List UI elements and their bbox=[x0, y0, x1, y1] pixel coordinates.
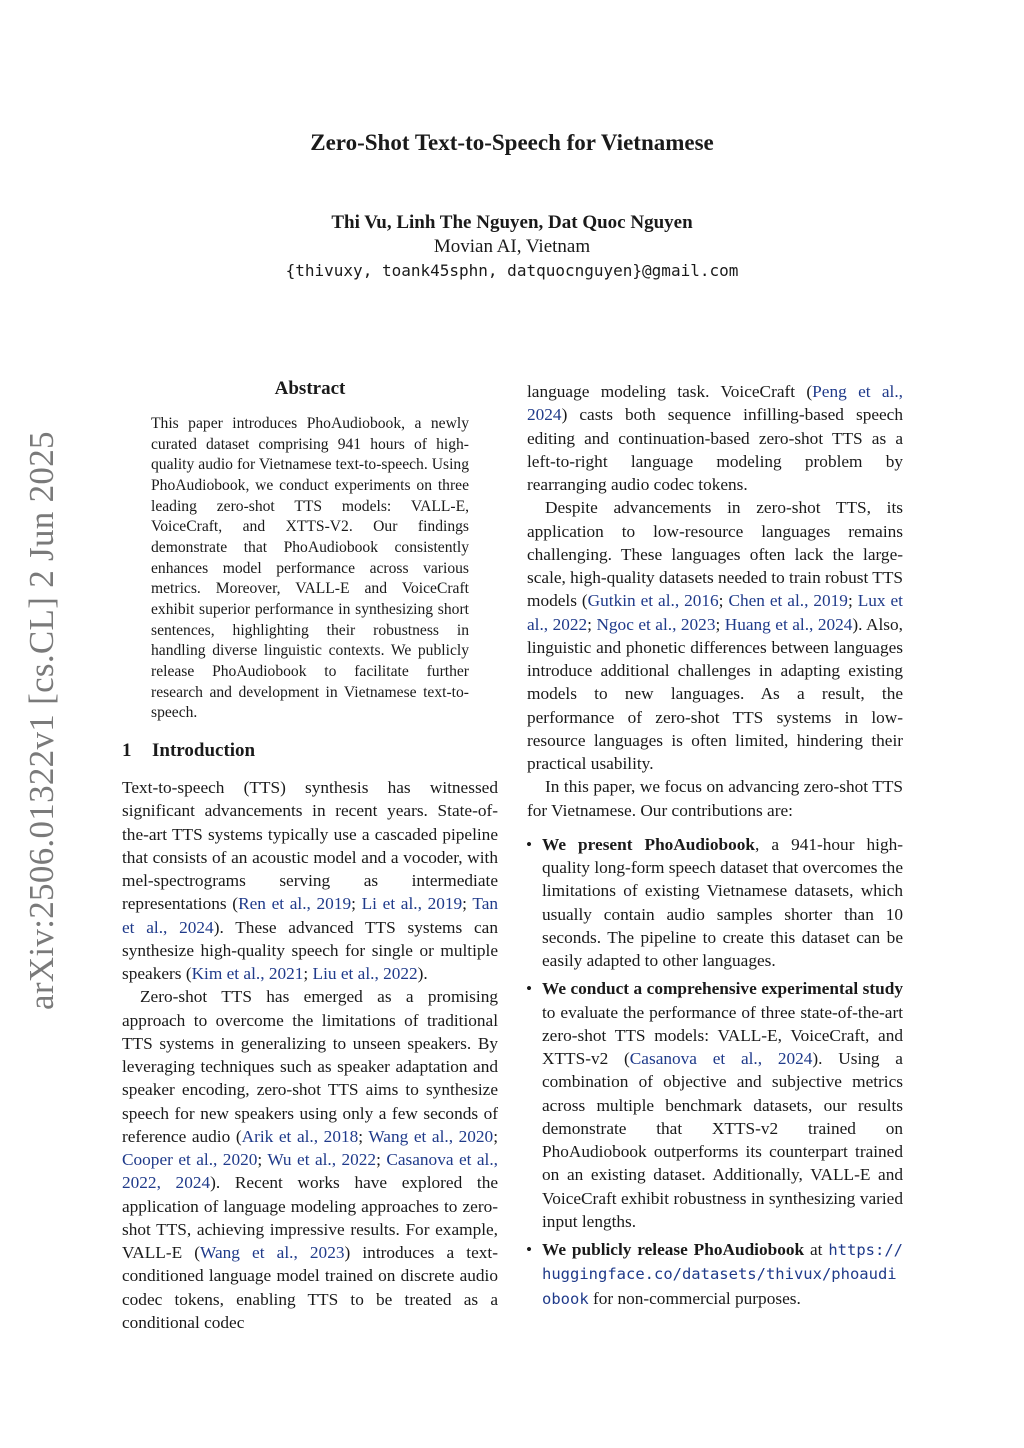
citation-link[interactable]: Cooper et al., 2020 bbox=[122, 1150, 258, 1169]
citation-link[interactable]: Ngoc et al., 2023 bbox=[596, 614, 716, 634]
citation-link[interactable]: Lux et al., 2022 bbox=[527, 591, 903, 634]
citation-link[interactable]: Wu et al., 2022 bbox=[267, 1150, 377, 1169]
left-column bbox=[122, 776, 498, 1334]
citation-link[interactable]: Casanova et al., 2022, 2024 bbox=[122, 1150, 498, 1193]
citation-link[interactable]: Kim et al., 2021 bbox=[191, 964, 304, 983]
citation-link[interactable]: Ren et al., 2019 bbox=[238, 894, 352, 914]
arxiv-sidebar-stamp: arXiv:2506.01322v1 [cs.CL] 2 Jun 2025 bbox=[22, 431, 61, 1010]
citation-link[interactable]: Wang et al., 2020 bbox=[368, 1126, 494, 1146]
list-item: • We publicly release PhoAudiobook at https://huggingface.co/datasets/thivux/phoaudiobook for non-commercial purposes. bbox=[527, 1238, 903, 1311]
citation-link[interactable]: Casanova et al., 2024 bbox=[629, 1049, 813, 1068]
citation-link[interactable]: Arik et al., 2018 bbox=[241, 1126, 359, 1146]
section-heading-introduction bbox=[122, 740, 255, 762]
list-item: • We present PhoAudiobook, a 941-hour high-quality long-form speech dataset that overcomes the limitations of existing Vietnamese datasets, which usually contain audio samples shorter than 10 seconds. The pipeline to create this dataset can be easily adapted to other languages. bbox=[527, 833, 903, 973]
paper-title: Zero-Shot Text-to-Speech for Vietnamese bbox=[310, 130, 714, 155]
author-emails: {thivuxy, toank45sphn, datquocnguyen}@gmail.com bbox=[285, 261, 739, 280]
section-title: Introduction bbox=[152, 740, 256, 761]
intro-paragraph-3: language modeling task. VoiceCraft (Peng et al., 2024) casts both sequence infilling-based speech editing and continuation-based zero-shot TTS as a left-to-right language modeling problem by rearranging audio codec tokens. bbox=[527, 382, 904, 494]
contribution-list bbox=[527, 833, 903, 1311]
intro-paragraph-2: Zero-shot TTS has emerged as a promising approach to overcome the limitations of traditional TTS systems in generalizing to unseen speakers. By leveraging techniques such as speaker adaptation and speaker encoding, zero-shot TTS aims to synthesize speech for new speakers using only a few seconds of reference audio (Arik et al., 2018; Wang et al., 2020; Cooper et al., 2020; Wu et al., 2022; Casanova et al., 2022, 2024). Recent works have explored the application of language modeling approaches to zero-shot TTS, achieving impressive results. For example, VALL-E (Wang et al., 2023) introduces a text-conditioned language model trained on discrete audio codec tokens, enabling TTS to be treated as a conditional codec bbox=[122, 987, 498, 1332]
dataset-url-link[interactable]: https://huggingface.co/datasets/thivux/phoaudiobook bbox=[542, 1241, 903, 1308]
citation-link[interactable]: Gutkin et al., 2016 bbox=[587, 591, 719, 611]
intro-paragraph-1: Text-to-speech (TTS) synthesis has witnessed significant advancements in recent years. State-of-the-art TTS systems typically use a cascaded pipeline that consists of an acoustic model and a vocoder, with mel-spectrograms serving as intermediate representations (Ren et al., 2019; Li et al., 2019; Tan et al., 2024). These advanced TTS systems can synthesize high-quality speech for single or multiple speakers (Kim et al., 2021; Liu et al., 2022). bbox=[122, 778, 499, 983]
intro-paragraph-5: In this paper, we focus on advancing zero-shot TTS for Vietnamese. Our contributions are: bbox=[527, 777, 903, 820]
citation-link[interactable]: Chen et al., 2019 bbox=[728, 591, 848, 611]
citation-link[interactable]: Liu et al., 2022 bbox=[312, 964, 418, 983]
right-column bbox=[527, 380, 903, 1316]
citation-link[interactable]: Wang et al., 2023 bbox=[200, 1243, 345, 1262]
list-item: • We conduct a comprehensive experimental study to evaluate the performance of three state-of-the-art zero-shot TTS models: VALL-E, VoiceCraft, and XTTS-v2 (Casanova et al., 2024). Using a combination of objective and subjective metrics across multiple benchmark datasets, our results demonstrate that XTTS-v2 trained on PhoAudiobook outperforms its counterpart trained on an existing dataset. Additionally, VALL-E and VoiceCraft exhibit robustness in synthesizing varied input lengths. bbox=[527, 977, 903, 1233]
affiliation: Movian AI, Vietnam bbox=[433, 236, 591, 257]
section-number: 1 bbox=[122, 740, 132, 761]
abstract-heading: Abstract bbox=[274, 378, 346, 399]
citation-link[interactable]: Li et al., 2019 bbox=[361, 894, 463, 914]
citation-link[interactable]: Huang et al., 2024 bbox=[724, 614, 853, 634]
author-list: Thi Vu, Linh The Nguyen, Dat Quoc Nguyen bbox=[331, 212, 693, 233]
abstract-text: This paper introduces PhoAudiobook, a newly curated dataset comprising 941 hours of high-quality audio for Vietnamese text-to-speech. Using PhoAudiobook, we conduct experiments on three leading zero-shot TTS models: VALL-E, VoiceCraft, and XTTS-V2. Our findings demonstrate that PhoAudiobook consistently enhances model performance across various metrics. Moreover, VALL-E and VoiceCraft exhibit superior performance in synthesizing short sentences, highlighting their robustness in handling diverse linguistic contexts. We publicly release PhoAudiobook to facilitate further research and development in Vietnamese text-to-speech. bbox=[151, 415, 469, 722]
citation-link[interactable]: Tan et al., 2024 bbox=[122, 894, 499, 937]
intro-paragraph-4: Despite advancements in zero-shot TTS, its application to low-resource languages remains challenging. These languages often lack the large-scale, high-quality datasets needed to train robust TTS models (Gutkin et al., 2016; Chen et al., 2019; Lux et al., 2022; Ngoc et al., 2023; Huang et al., 2024). Also, linguistic and phonetic differences between languages introduce additional challenges in adapting existing models to new languages. As a result, the performance of zero-shot TTS systems in low-resource languages is often limited, hindering their practical usability. bbox=[527, 498, 903, 773]
citation-link[interactable]: Peng et al., 2024 bbox=[527, 382, 904, 425]
